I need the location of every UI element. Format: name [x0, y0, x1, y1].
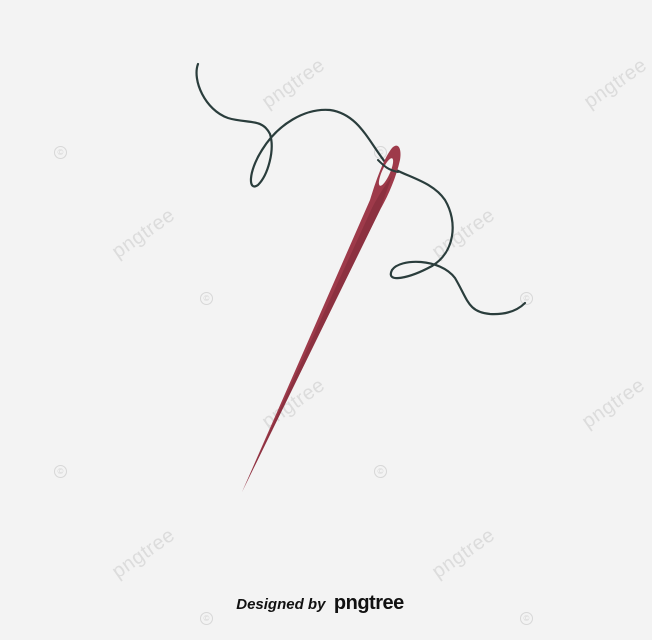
watermark-copyright-icon: ©: [54, 146, 67, 159]
credit-line: [0, 592, 640, 615]
watermark-text: pngtree: [580, 54, 652, 114]
watermark-text: pngtree: [258, 374, 330, 434]
sewing-needle-icon: [242, 146, 401, 492]
designed-by-text: Designed by: [236, 596, 326, 613]
watermark-text: pngtree: [428, 524, 500, 584]
watermark-copyright-icon: ©: [200, 292, 213, 305]
watermark-text: pngtree: [578, 374, 650, 434]
watermark-text: pngtree: [108, 204, 180, 264]
watermark-text: pngtree: [258, 54, 330, 114]
watermark-text: pngtree: [108, 524, 180, 584]
watermark-copyright-icon: ©: [520, 612, 533, 625]
watermark-copyright-icon: ©: [54, 465, 67, 478]
watermark-copyright-icon: ©: [374, 465, 387, 478]
watermark-copyright-icon: ©: [520, 292, 533, 305]
thread-icon: [197, 64, 525, 314]
watermark-text: pngtree: [428, 204, 500, 264]
needle-shadow: [242, 176, 392, 492]
brand-logo-text: pngtree: [333, 592, 404, 614]
watermark-copyright-icon: ©: [200, 612, 213, 625]
watermark-copyright-icon: ©: [374, 146, 387, 159]
